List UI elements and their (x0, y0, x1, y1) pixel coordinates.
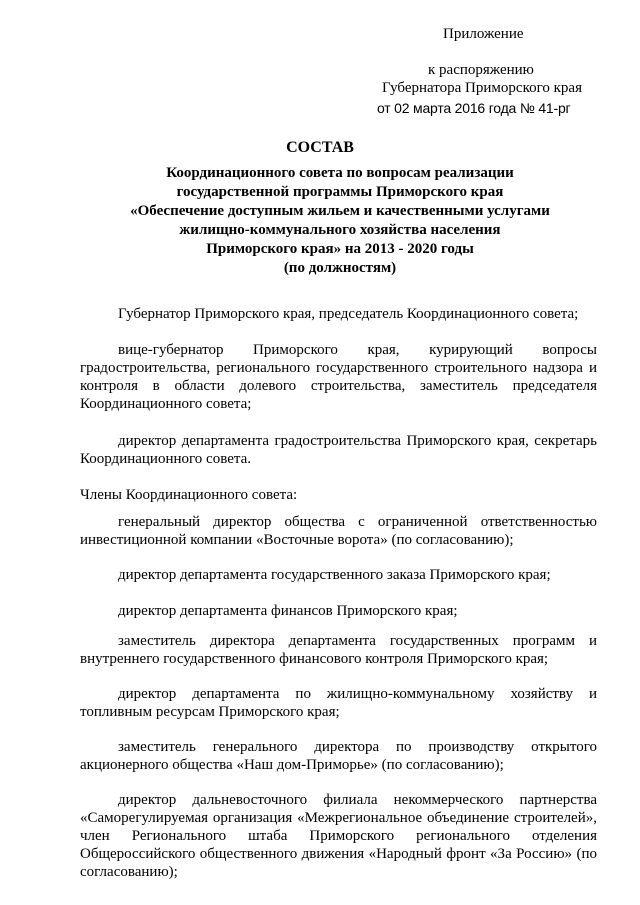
member-item: заместитель директора департамента государственных программ и внутреннего государственного финансового контроля Приморского края; (80, 633, 597, 667)
paragraph-secretary: директор департамента градостроительства Приморского края, секретарь Координационного совета. (80, 433, 597, 467)
document-title: СОСТАВ (286, 139, 354, 156)
members-heading: Члены Координационного совета: (80, 487, 298, 503)
member-item: генеральный директор общества с ограниченной ответственностью инвестиционной компании «Восточные ворота» (по согласованию); (80, 514, 597, 548)
subtitle-line: «Обеспечение доступным жильем и качественными услугами (130, 203, 550, 219)
paragraph-chairman: Губернатор Приморского края, председатель Координационного совета; (118, 306, 579, 322)
member-item: директор дальневосточного филиала некоммерческого партнерства «Саморегулируемая организация «Межрегиональное объединение строителей», член Регионального штаба Приморского регионального отделения Общероссийского общественного движения «Народный фронт «За Россию» (по согласованию); (80, 792, 597, 880)
subtitle-line: Координационного совета по вопросам реализации (166, 165, 514, 181)
member-item: заместитель генерального директора по производству открытого акционерного общества «Наш дом-Приморье» (по согласованию); (80, 739, 597, 773)
order-issuer: Губернатора Приморского края (382, 80, 582, 96)
member-item: директор департамента финансов Приморского края; (118, 603, 458, 619)
subtitle-line: жилищно-коммунального хозяйства населения (179, 222, 501, 238)
order-reference: к распоряжению (428, 62, 534, 78)
appendix-label: Приложение (443, 26, 524, 42)
member-item: директор департамента государственного заказа Приморского края; (118, 567, 551, 583)
member-item: директор департамента по жилищно-коммунальному хозяйству и топливным ресурсам Приморского края; (80, 686, 597, 720)
subtitle-line: государственной программы Приморского края (176, 184, 504, 200)
subtitle-line: (по должностям) (283, 260, 397, 276)
subtitle-line: Приморского края» на 2013 - 2020 годы (206, 241, 474, 257)
paragraph-vice-chairman: вице-губернатор Приморского края, курирующий вопросы градостроительства, регионального государственного строительного надзора и контроля в области долевого строительства, заместитель председателя Координационного совета; (80, 342, 597, 412)
order-date-number: от 02 марта 2016 года № 41-рг (377, 100, 571, 116)
document-subtitle (80, 164, 600, 278)
